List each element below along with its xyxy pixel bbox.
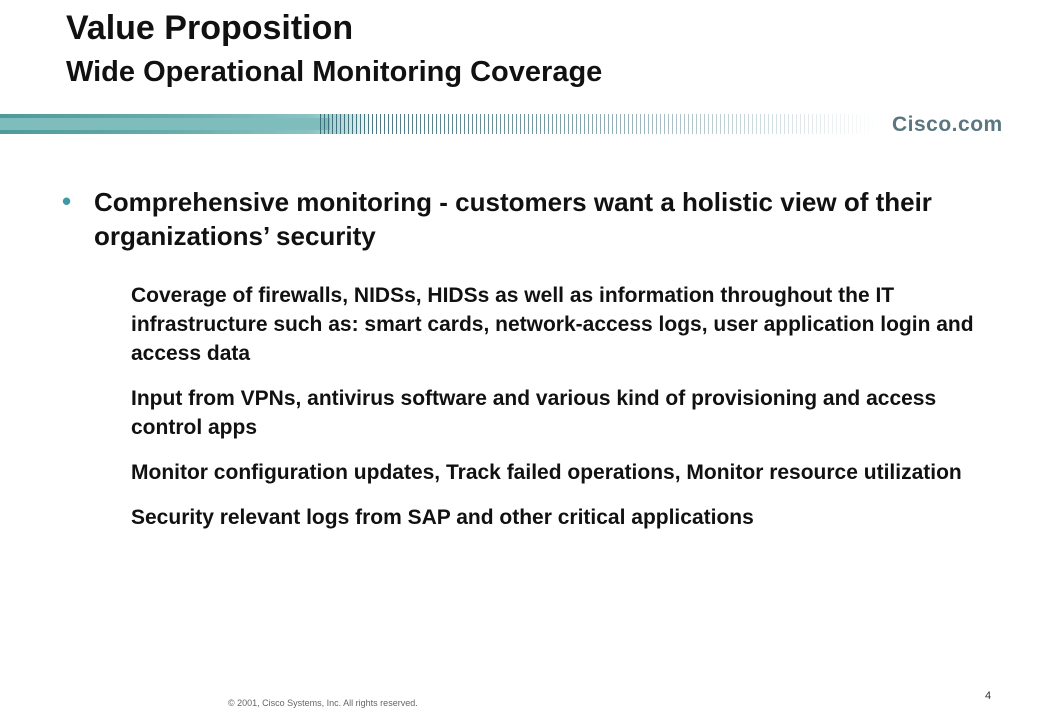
header-band-stripes <box>320 114 880 134</box>
sub-bullet-item: Security relevant logs from SAP and other critical applications <box>131 506 754 529</box>
main-bullet: Comprehensive monitoring - customers want a holistic view of their organizations’ security <box>94 187 932 251</box>
page-number: 4 <box>985 690 992 702</box>
header-band-solid <box>0 118 330 130</box>
bullet-icon: • <box>62 186 72 216</box>
slide-title: Value Proposition <box>66 9 354 47</box>
slide-subtitle: Wide Operational Monitoring Coverage <box>66 56 603 88</box>
sub-bullet-item: Coverage of firewalls, NIDSs, HIDSs as well as information throughout the IT infrastructure such as: smart cards, network-access logs, user application login and access data <box>131 284 974 365</box>
sub-bullet-item: Monitor configuration updates, Track failed operations, Monitor resource utilization <box>131 461 962 484</box>
sub-bullet-item: Input from VPNs, antivirus software and various kind of provisioning and access control apps <box>131 387 937 439</box>
sub-bullet-list <box>131 281 1011 548</box>
brand-logo-text: Cisco.com <box>892 113 1003 136</box>
footer-copyright: © 2001, Cisco Systems, Inc. All rights reserved. <box>228 698 418 708</box>
